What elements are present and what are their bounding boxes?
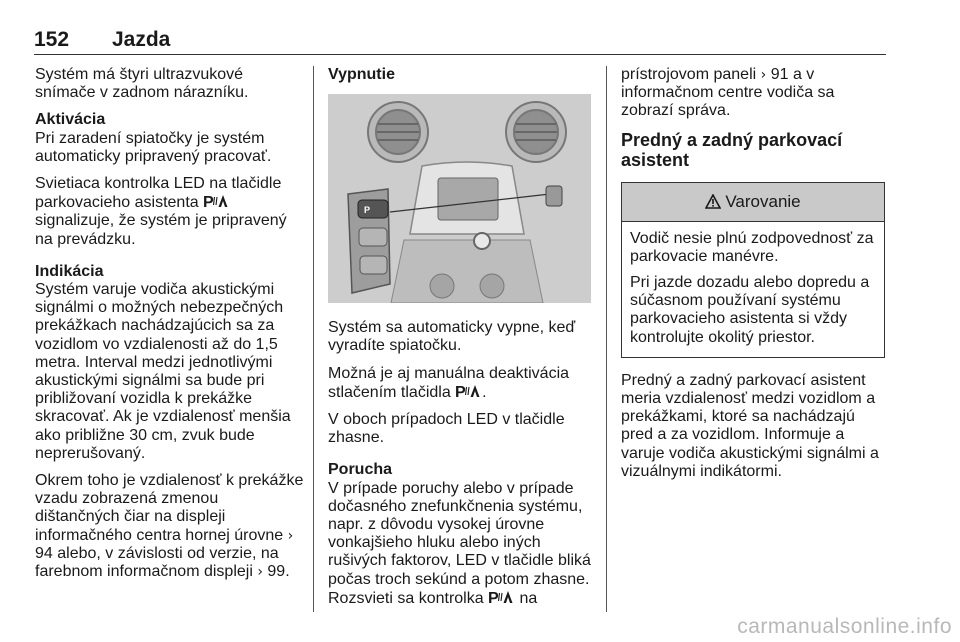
led-paragraph: [35, 175, 305, 249]
watermark-text: carmanualsonline.info: [737, 615, 952, 638]
warning-header: [622, 183, 884, 222]
led-off-paragraph: V oboch prípadoch LED v tlačidle zhasne.: [328, 411, 565, 447]
parking-assist-icon: [203, 193, 230, 209]
indication-heading: Indikácia: [35, 262, 104, 280]
parking-assist-icon: [455, 383, 482, 399]
column-3: [621, 66, 891, 490]
auto-off-paragraph: Systém sa automaticky vypne, keď vyradíte spiatočku.: [328, 319, 576, 355]
activation-section: [35, 111, 305, 166]
warning-body: [622, 222, 884, 357]
fault-text-end: na: [519, 589, 538, 607]
svg-text:P: P: [364, 205, 371, 216]
guide-lines-paragraph: [35, 472, 305, 581]
cross-reference-arrow-icon: ›: [760, 67, 767, 83]
dashboard-illustration: [328, 94, 591, 303]
guide-text-2: alebo, v závislosti od verzie, na farebnom informačnom displeji: [35, 544, 279, 581]
led-text-end: signalizuje, že systém je pripravený na prevádzku.: [35, 212, 287, 248]
fault-section: [328, 461, 598, 608]
manual-off-paragraph: [328, 365, 598, 402]
warning-triangle-icon: [705, 194, 721, 209]
guide-text: Okrem toho je vzdialenosť k prekážke vzadu zobrazená zmenou dištančných čiar na displeji informačného centra hornej úrovne: [35, 472, 304, 544]
warning-paragraph: Vodič nesie plnú zodpovednosť za parkovacie manévre.: [630, 229, 874, 265]
column-divider: [313, 66, 314, 612]
column-divider: [606, 66, 607, 612]
description-paragraph: Predný a zadný parkovací asistent meria vzdialenosť medzi vozidlom a prekážkami, ktoré sa nachádzajú pred a za vozidlom. Informuje a varuje vodiča akustickými signálmi a vizuálnymi indikátormi.: [621, 371, 879, 480]
fault-text: V prípade poruchy alebo v prípade dočasného znefunkčnenia systému, napr. z dôvodu vysokej úrovne vonkajšieho hluku alebo iných rušivých faktorov, LED v tlačidle bliká počas troch sekúnd a potom zhasne. Rozsvieti sa kontrolka: [328, 479, 591, 607]
warning-title: Varovanie: [725, 191, 801, 211]
indication-section: [35, 263, 305, 463]
page-reference-link[interactable]: 99.: [267, 563, 290, 581]
parking-assist-icon: [488, 589, 515, 605]
column-2: [328, 66, 598, 617]
indication-text: Systém varuje vodiča akustickými signálmi o možných nebezpečných prekážkach nachádzajúcich sa za vozidlom vo vzdialenosti až do 1,5 metra. Interval medzi jednotlivými akustickými signálmi sa bude pri približovaní vozidla k prekážke skracovať. Ak je vzdialenosť menšia ako približne 30 cm, zvuk bude neprerušovaný.: [35, 281, 291, 462]
page-number: 152: [34, 28, 70, 51]
continued-paragraph: [621, 66, 891, 121]
manual-off-end: .: [482, 383, 487, 401]
page-header: [34, 28, 886, 55]
cross-reference-arrow-icon: ›: [287, 527, 294, 544]
continued-text: prístrojovom paneli: [621, 66, 757, 83]
deactivation-heading: Vypnutie: [328, 66, 395, 83]
page-reference-link[interactable]: 91: [770, 66, 789, 83]
activation-text: Pri zaradení spiatočky je systém automaticky pripravený pracovať.: [35, 129, 272, 165]
dashboard-illustration-drawing: [328, 94, 591, 303]
warning-paragraph: Pri jazde dozadu alebo dopredu a súčasnom používaní systému parkovacieho asistenta si vždy kontrolujte okolitý priestor.: [630, 274, 870, 346]
manual-off-text: Možná je aj manuálna deaktivácia stlačením tlačidla: [328, 364, 570, 401]
page-reference-link[interactable]: 94: [35, 544, 53, 562]
cross-reference-arrow-icon: ›: [257, 564, 263, 581]
led-text: Svietiaca kontrolka LED na tlačidle parkovacieho asistenta: [35, 175, 282, 212]
column-1: [35, 66, 305, 590]
section-heading: Predný a zadný parkovací asistent: [621, 129, 843, 170]
section-title: Jazda: [112, 28, 171, 51]
fault-heading: Porucha: [328, 461, 393, 479]
activation-heading: Aktivácia: [35, 111, 106, 129]
continued-text-2: a v informačnom centre vodiča sa zobrazí správa.: [621, 66, 835, 120]
intro-paragraph: Systém má štyri ultrazvukové snímače v zadnom nárazníku.: [35, 66, 249, 102]
warning-box: [621, 182, 885, 358]
